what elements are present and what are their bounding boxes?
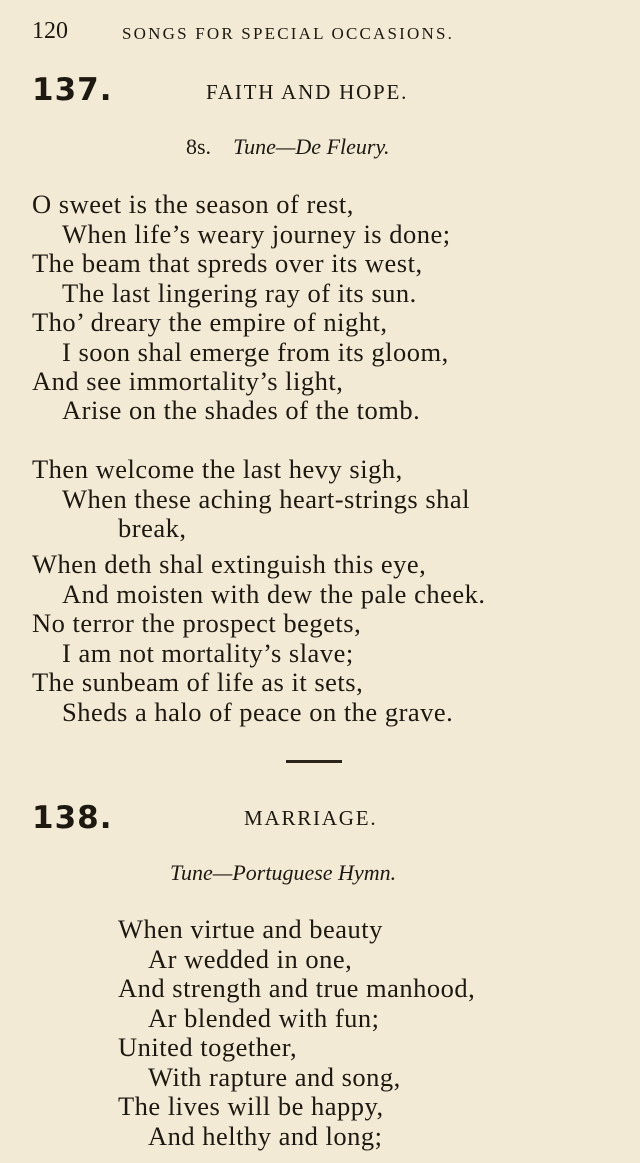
hymn-number: 137. xyxy=(32,72,113,108)
verse-line: And strength and true manhood, xyxy=(118,973,476,1003)
verse-line: Arise on the shades of the tomb. xyxy=(62,395,421,425)
verse-line: I am not mortality’s slave; xyxy=(62,638,354,668)
verse-line: United together, xyxy=(118,1032,298,1062)
verse-line: When life’s weary journey is done; xyxy=(62,219,451,249)
verse-line: And see immortality’s light, xyxy=(32,366,344,396)
verse-line: And helthy and long; xyxy=(148,1121,383,1151)
verse-line: With rapture and song, xyxy=(148,1062,401,1092)
verse-line: The last lingering ray of its sun. xyxy=(62,278,417,308)
hymn-title: FAITH AND HOPE. xyxy=(206,80,409,104)
verse-line: Ar wedded in one, xyxy=(148,944,353,974)
hymn-meter: 8s. xyxy=(186,134,212,159)
verse-line: The lives will be happy, xyxy=(118,1091,384,1121)
verse-line: The sunbeam of life as it sets, xyxy=(32,667,364,697)
verse-line: Then welcome the last hevy sigh, xyxy=(32,454,403,484)
verse-line: I soon shal emerge from its gloom, xyxy=(62,337,449,367)
hymn-meta xyxy=(170,860,396,886)
hymn-meta xyxy=(186,134,390,160)
verse-line: Ar blended with fun; xyxy=(148,1003,380,1033)
verse-line: When deth shal extinguish this eye, xyxy=(32,549,427,579)
hymn-tune: Tune—De Fleury. xyxy=(233,134,390,159)
verse-line: No terror the prospect begets, xyxy=(32,608,362,638)
hymn-title: MARRIAGE. xyxy=(244,806,378,830)
verse-line: And moisten with dew the pale cheek. xyxy=(62,579,486,609)
hymn-number: 138. xyxy=(32,800,113,836)
page-number: 120 xyxy=(32,18,68,44)
verse-line: Tho’ dreary the empire of night, xyxy=(32,307,388,337)
verse-line: Sheds a halo of peace on the grave. xyxy=(62,697,454,727)
hymn-tune: Tune—Portuguese Hymn. xyxy=(170,860,397,885)
running-title: SONGS FOR SPECIAL OCCASIONS. xyxy=(122,24,455,43)
verse-line: When virtue and beauty xyxy=(118,914,383,944)
verse-line: break, xyxy=(118,513,187,543)
verse-line: O sweet is the season of rest, xyxy=(32,189,354,219)
section-divider xyxy=(286,760,342,763)
verse-line: The beam that spreds over its west, xyxy=(32,248,423,278)
verse-line: When these aching heart-strings shal xyxy=(62,484,471,514)
page-header xyxy=(32,18,610,48)
